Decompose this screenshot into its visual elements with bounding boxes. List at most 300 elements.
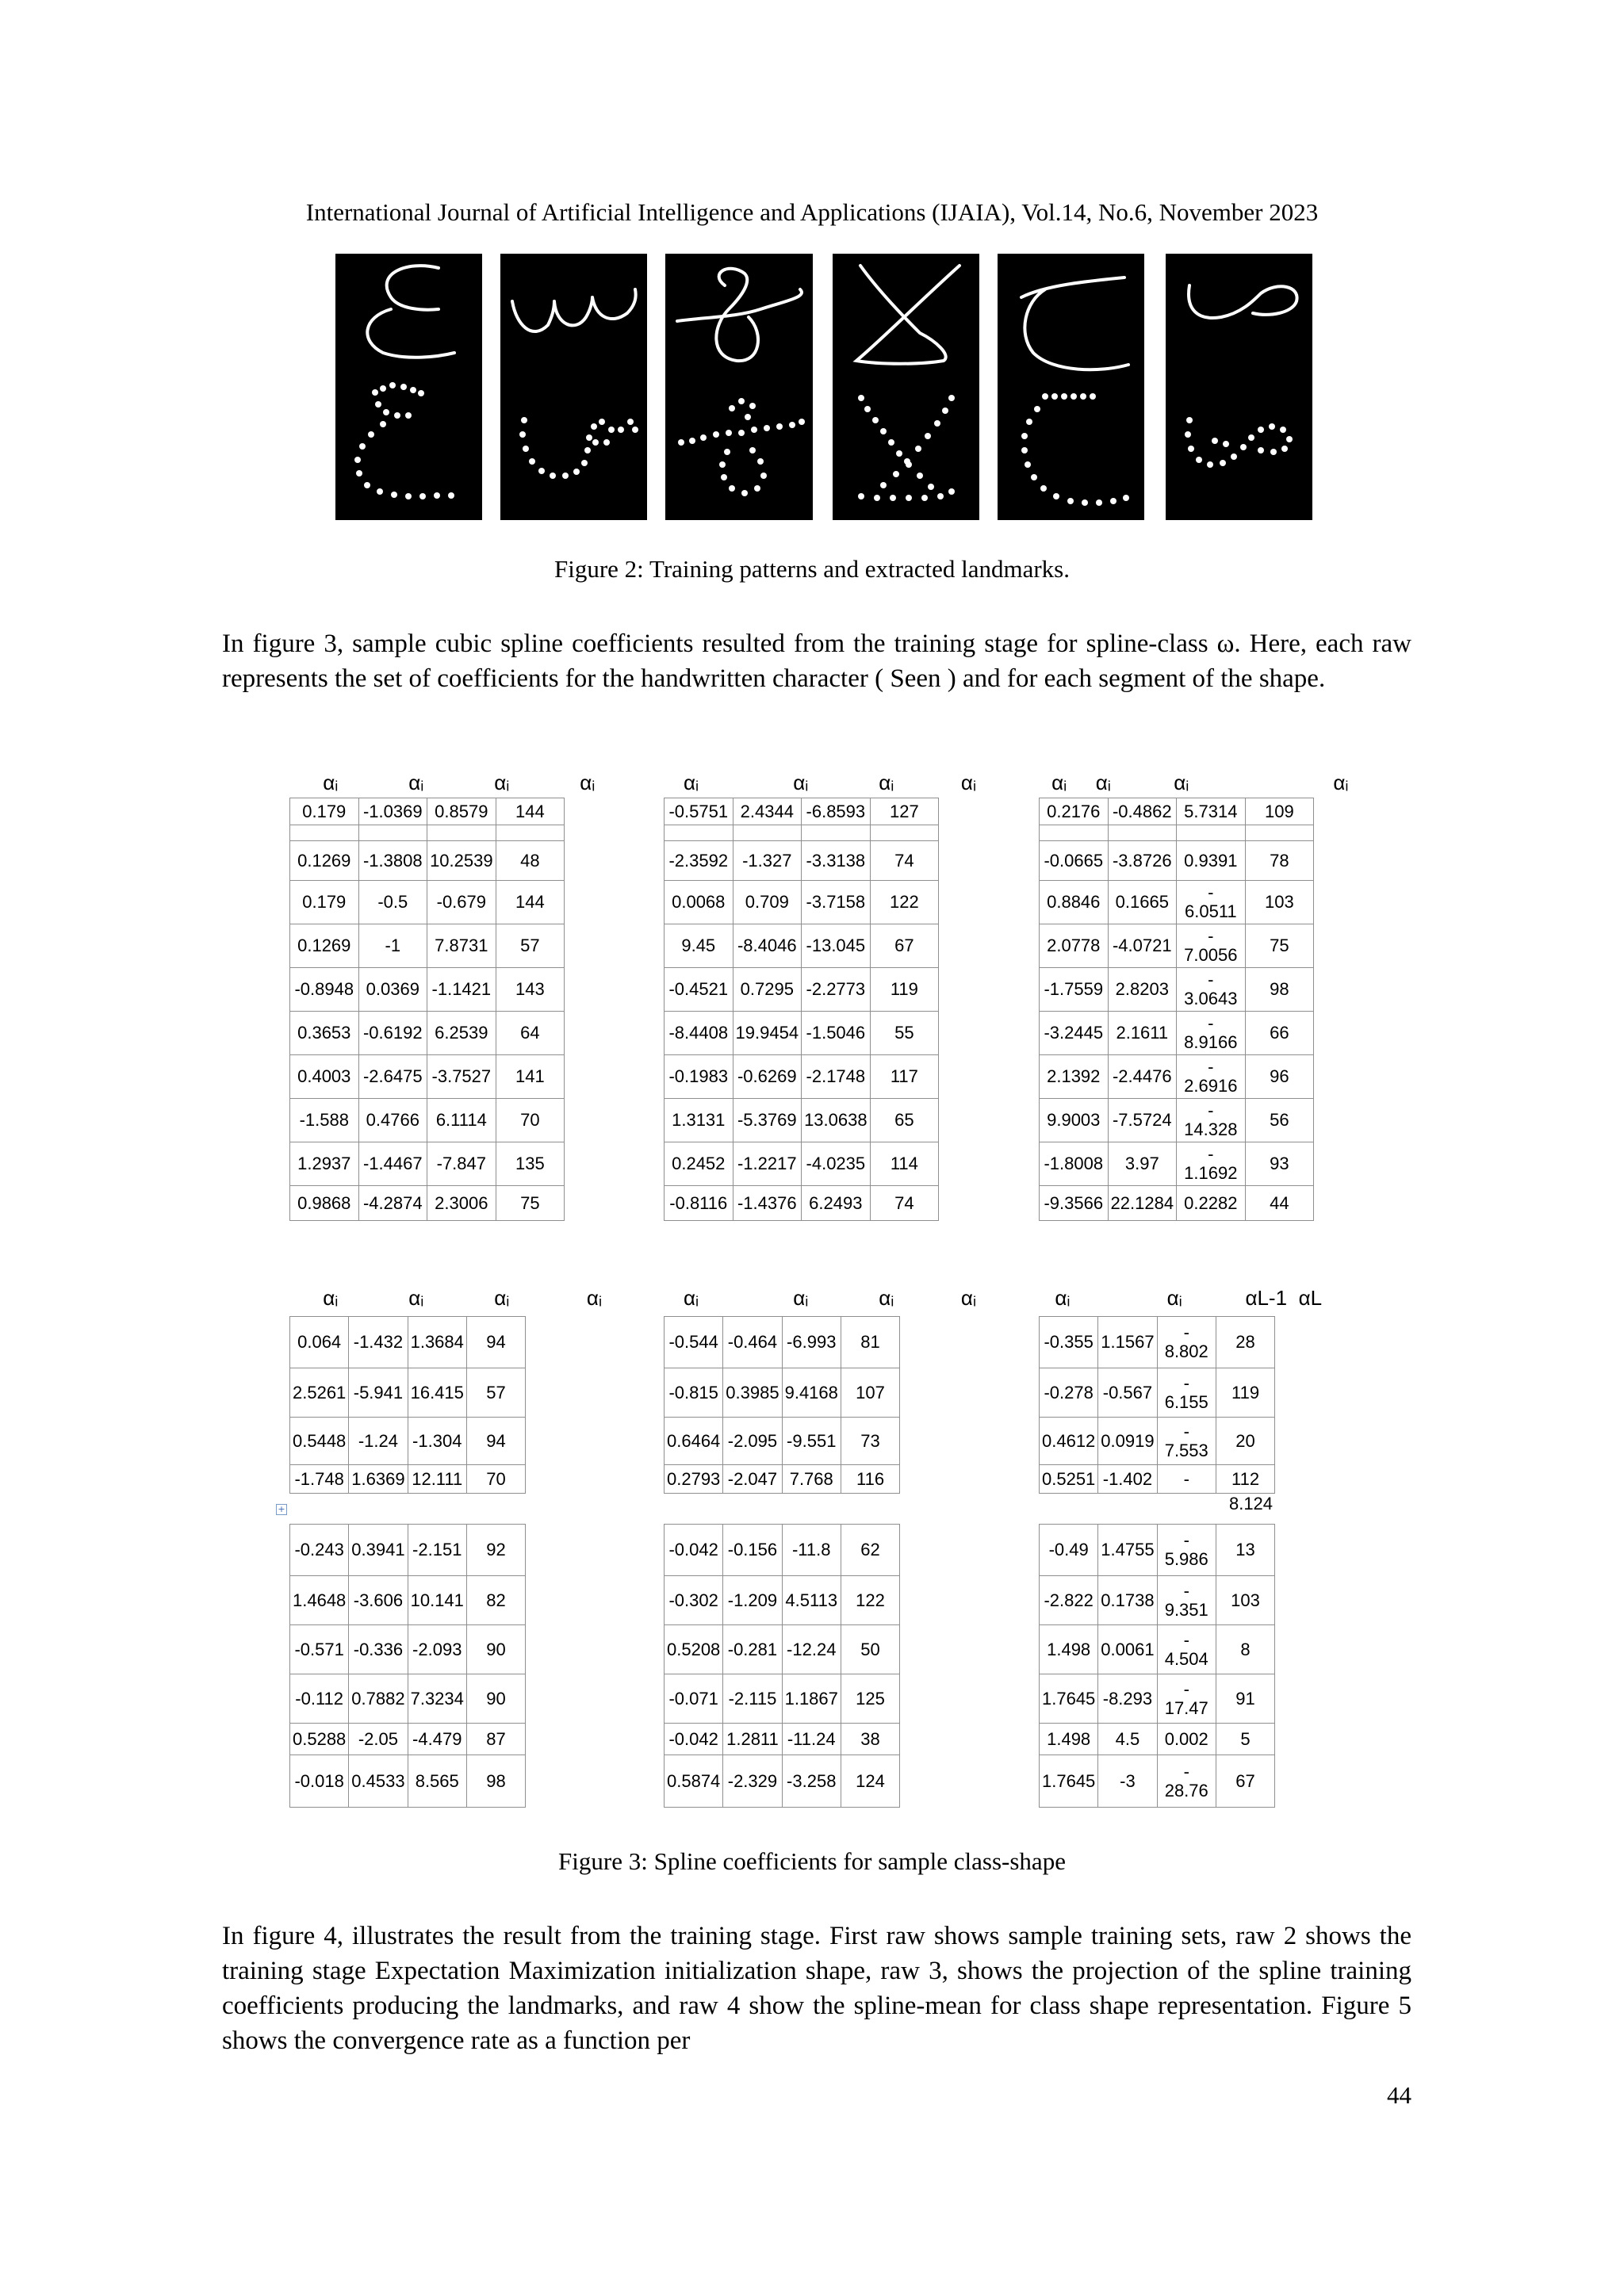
table-cell: 55	[870, 1012, 939, 1055]
alpha-i-header: αᵢ	[1174, 771, 1189, 794]
table-row	[1040, 1186, 1314, 1221]
table-cell	[358, 825, 427, 841]
table-cell: 0.1665	[1108, 881, 1177, 924]
table-cell: -11.8	[782, 1525, 841, 1576]
table-cell: 0.4766	[358, 1099, 427, 1142]
table-cell: -0.355	[1040, 1317, 1098, 1368]
table-cell	[496, 825, 565, 841]
table-cell: -0.679	[427, 881, 496, 924]
table-cell: 96	[1245, 1055, 1314, 1099]
table-cell: 2.4344	[733, 798, 802, 825]
alpha-i-header: αᵢ	[1055, 1286, 1071, 1310]
table-cell: -2.151	[408, 1525, 466, 1576]
table-row	[290, 1465, 526, 1494]
table-cell: - 6.155	[1157, 1368, 1216, 1418]
table-cell: 0.7882	[349, 1674, 408, 1724]
table-cell: 0.0369	[358, 968, 427, 1012]
table-cell: 78	[1245, 841, 1314, 881]
table-row	[290, 1625, 526, 1674]
table-cell: -0.156	[723, 1525, 782, 1576]
table-cell: 1.498	[1040, 1625, 1098, 1674]
table-cell: 122	[841, 1576, 899, 1625]
table-cell: 13	[1216, 1525, 1274, 1576]
table-cell: -1.7559	[1040, 968, 1109, 1012]
table-cell: 0.1269	[290, 841, 359, 881]
table-row	[1040, 841, 1314, 881]
table-row	[1040, 1099, 1314, 1142]
alpha-i-header: αᵢ	[494, 1286, 510, 1310]
table-cell: 0.064	[290, 1317, 349, 1368]
table-cell: 22.1284	[1108, 1186, 1177, 1221]
table-cell: 90	[466, 1674, 525, 1724]
table-row	[1040, 924, 1314, 968]
table-header-row	[289, 1284, 632, 1311]
alpha-i-header: αᵢ	[793, 1286, 809, 1310]
table-row	[665, 825, 939, 841]
table-cell: 127	[870, 798, 939, 825]
table-cell: - 2.6916	[1177, 1055, 1246, 1099]
alpha-i-header: αᵢ	[494, 771, 510, 794]
table-cell	[802, 825, 871, 841]
table-cell: 7.3234	[408, 1674, 466, 1724]
table-cell: 62	[841, 1525, 899, 1576]
table-cell: 9.9003	[1040, 1099, 1109, 1142]
table-cell: -13.045	[802, 924, 871, 968]
table-cell: 28	[1216, 1317, 1274, 1368]
table-cell: -0.336	[349, 1625, 408, 1674]
table-cell: 0.5251	[1040, 1465, 1098, 1494]
table-cell: 67	[870, 924, 939, 968]
table-cell: -2.6475	[358, 1055, 427, 1099]
table-row	[665, 881, 939, 924]
table-row	[1040, 1055, 1314, 1099]
table-cell: - 14.328	[1177, 1099, 1246, 1142]
table-row	[665, 1724, 900, 1755]
table-cell: 9.4168	[782, 1368, 841, 1418]
table-cell: 1.4648	[290, 1576, 349, 1625]
table-row	[1040, 1368, 1275, 1418]
table-row	[290, 1368, 526, 1418]
table-cell	[665, 825, 733, 841]
table-cell: 6.2493	[802, 1186, 871, 1221]
table-cell: 1.4755	[1098, 1525, 1157, 1576]
alpha-i-header: αᵢ	[408, 1286, 424, 1310]
table-cell: -0.1983	[665, 1055, 733, 1099]
table-cell: 112	[1216, 1465, 1274, 1494]
table-cell: 10.141	[408, 1576, 466, 1625]
table-header-row	[1039, 1284, 1378, 1311]
alpha-i-header: αᵢ	[683, 1286, 699, 1310]
overflow-cell-value: 8.124	[1228, 1494, 1274, 1513]
table-cell: -1.2217	[733, 1142, 802, 1186]
table-cell: 0.2282	[1177, 1186, 1246, 1221]
coeff-grid-4b	[289, 1524, 526, 1808]
table-cell: -1.3808	[358, 841, 427, 881]
glyph-lam-alef-image	[833, 254, 979, 520]
glyph-seen-image	[500, 254, 647, 520]
table-cell: -1.209	[723, 1576, 782, 1625]
alpha-i-header: αᵢ	[408, 771, 424, 794]
table-row	[665, 1418, 900, 1465]
table-row	[290, 1142, 565, 1186]
table-cell: -6.8593	[802, 798, 871, 825]
table-cell: - 3.0643	[1177, 968, 1246, 1012]
page-number: 44	[1387, 2081, 1411, 2109]
table-row	[290, 1755, 526, 1808]
table-row	[290, 1099, 565, 1142]
table-row	[665, 1576, 900, 1625]
table-cell: - 17.47	[1157, 1674, 1216, 1724]
table-cell: 114	[870, 1142, 939, 1186]
table-cell: 0.1269	[290, 924, 359, 968]
table-header-row	[1039, 769, 1378, 796]
table-cell: 67	[1216, 1755, 1274, 1808]
glyph-jeem-image	[998, 254, 1144, 520]
table-cell: 94	[466, 1317, 525, 1368]
table-header-row	[289, 769, 632, 796]
table-cell: -2.093	[408, 1625, 466, 1674]
table-cell: 143	[496, 968, 565, 1012]
table-cell: -3.2445	[1040, 1012, 1109, 1055]
coeff-grid-5b	[664, 1524, 900, 1808]
table-cell: 0.2452	[665, 1142, 733, 1186]
table-cell: -0.464	[723, 1317, 782, 1368]
table-row	[665, 1525, 900, 1576]
alpha-i-header: αᵢ	[586, 1286, 603, 1310]
table-cell: 70	[496, 1099, 565, 1142]
table-cell: 0.4003	[290, 1055, 359, 1099]
table-cell: -1.4376	[733, 1186, 802, 1221]
table-cell: 1.1567	[1098, 1317, 1157, 1368]
table-cell: 0.7295	[733, 968, 802, 1012]
table-cell: 1.2937	[290, 1142, 359, 1186]
table-cell: 1.3684	[408, 1317, 466, 1368]
table-cell: -9.3566	[1040, 1186, 1109, 1221]
table-cell: -2.4476	[1108, 1055, 1177, 1099]
table-cell	[733, 825, 802, 841]
table-cell: -0.6192	[358, 1012, 427, 1055]
table-header-row	[664, 769, 1006, 796]
table-cell: -9.551	[782, 1418, 841, 1465]
table-cell: -0.281	[723, 1625, 782, 1674]
table-row	[1040, 1724, 1275, 1755]
table-cell: -1.748	[290, 1465, 349, 1494]
table-row	[290, 881, 565, 924]
table-cell: 75	[1245, 924, 1314, 968]
table-cell: 107	[841, 1368, 899, 1418]
table-cell: 0.3941	[349, 1525, 408, 1576]
table-cell: 4.5	[1098, 1724, 1157, 1755]
table-cell: 8.565	[408, 1755, 466, 1808]
table-cell: 98	[466, 1755, 525, 1808]
table-row	[1040, 1625, 1275, 1674]
table-cell: 0.9868	[290, 1186, 359, 1221]
table-cell: 1.7645	[1040, 1755, 1098, 1808]
table-cell: 12.111	[408, 1465, 466, 1494]
table-move-handle-icon: +	[276, 1504, 287, 1515]
table-cell: 124	[841, 1755, 899, 1808]
table-cell: -2.3592	[665, 841, 733, 881]
alpha-i-header: αᵢ	[1051, 771, 1067, 794]
table-cell: 2.1611	[1108, 1012, 1177, 1055]
table-cell: 20	[1216, 1418, 1274, 1465]
table-row	[665, 1368, 900, 1418]
table-cell: -	[1157, 1465, 1216, 1494]
table-cell: 3.97	[1108, 1142, 1177, 1186]
table-cell: 2.5261	[290, 1368, 349, 1418]
coeff-grid-1	[289, 798, 565, 1221]
table-row	[665, 1012, 939, 1055]
table-cell	[1245, 825, 1314, 841]
table-cell: -0.4862	[1108, 798, 1177, 825]
table-cell: 70	[466, 1465, 525, 1494]
table-cell: 1.7645	[1040, 1674, 1098, 1724]
alpha-l-minus-1-header: αL-1	[1245, 1286, 1288, 1310]
alpha-i-header: αᵢ	[960, 1286, 977, 1310]
coeff-grid-6a	[1039, 1316, 1275, 1494]
table-cell: -1.24	[349, 1418, 408, 1465]
table-cell: -1.0369	[358, 798, 427, 825]
table-cell: 2.8203	[1108, 968, 1177, 1012]
table-cell: 0.5448	[290, 1418, 349, 1465]
table-cell: 116	[841, 1465, 899, 1494]
table-row	[665, 1142, 939, 1186]
figure-3-caption: Figure 3: Spline coefficients for sample class-shape	[558, 1847, 1066, 1875]
table-cell: 87	[466, 1724, 525, 1755]
table-cell: 0.2793	[665, 1465, 723, 1494]
table-row	[1040, 825, 1314, 841]
alpha-i-header: αᵢ	[1166, 1286, 1182, 1310]
table-cell: - 1.1692	[1177, 1142, 1246, 1186]
table-cell: 103	[1245, 881, 1314, 924]
table-cell: 135	[496, 1142, 565, 1186]
table-cell: 10.2539	[427, 841, 496, 881]
coeff-grid-2	[664, 798, 939, 1221]
table-cell: -0.815	[665, 1368, 723, 1418]
table-row	[665, 1186, 939, 1221]
table-cell: -8.4408	[665, 1012, 733, 1055]
table-row	[1040, 798, 1314, 825]
table-cell	[427, 825, 496, 841]
table-cell: 0.0919	[1098, 1418, 1157, 1465]
alpha-i-header: αᵢ	[879, 771, 894, 794]
table-row	[665, 1625, 900, 1674]
table-cell: 19.9454	[733, 1012, 802, 1055]
table-cell: -3.258	[782, 1755, 841, 1808]
table-cell: -0.071	[665, 1674, 723, 1724]
table-cell: -2.329	[723, 1755, 782, 1808]
table-row	[665, 1317, 900, 1368]
coeff-grid-6b	[1039, 1524, 1275, 1808]
table-cell: 94	[466, 1418, 525, 1465]
table-row	[290, 1317, 526, 1368]
table-cell: 1.6369	[349, 1465, 408, 1494]
table-cell: 57	[496, 924, 565, 968]
table-cell: -11.24	[782, 1724, 841, 1755]
table-cell: 0.2176	[1040, 798, 1109, 825]
glyph-loop-image	[665, 254, 813, 520]
table-cell: -1.402	[1098, 1465, 1157, 1494]
table-cell: 117	[870, 1055, 939, 1099]
table-row	[1040, 881, 1314, 924]
journal-header: International Journal of Artificial Intelligence and Applications (IJAIA), Vol.14, No.6, November 2023	[305, 198, 1319, 226]
table-cell	[1040, 825, 1109, 841]
table-cell: -0.571	[290, 1625, 349, 1674]
table-cell: -1.4467	[358, 1142, 427, 1186]
table-cell: 2.3006	[427, 1186, 496, 1221]
table-cell: 7.768	[782, 1465, 841, 1494]
table-cell	[290, 825, 359, 841]
table-row	[665, 798, 939, 825]
table-cell: -1.327	[733, 841, 802, 881]
table-row	[290, 1525, 526, 1576]
table-row	[1040, 1465, 1275, 1494]
table-cell: 73	[841, 1418, 899, 1465]
table-cell: -2.2773	[802, 968, 871, 1012]
table-cell: -7.847	[427, 1142, 496, 1186]
table-cell: -0.5	[358, 881, 427, 924]
table-cell: 74	[870, 841, 939, 881]
table-cell: -2.115	[723, 1674, 782, 1724]
table-cell: 6.2539	[427, 1012, 496, 1055]
table-cell: 1.3131	[665, 1099, 733, 1142]
table-cell: 119	[870, 968, 939, 1012]
table-cell: -2.047	[723, 1465, 782, 1494]
table-cell: 66	[1245, 1012, 1314, 1055]
table-cell: -4.2874	[358, 1186, 427, 1221]
table-cell: - 8.9166	[1177, 1012, 1246, 1055]
table-cell: 0.6464	[665, 1418, 723, 1465]
table-cell: -4.0235	[802, 1142, 871, 1186]
table-cell: 44	[1245, 1186, 1314, 1221]
table-cell: 0.4533	[349, 1755, 408, 1808]
alpha-i-header: αᵢ	[323, 771, 339, 794]
table-cell: 0.8846	[1040, 881, 1109, 924]
glyph-sad-image	[1166, 254, 1312, 520]
table-row	[1040, 1418, 1275, 1465]
table-cell: 0.4612	[1040, 1418, 1098, 1465]
alpha-i-header: αᵢ	[793, 771, 809, 794]
table-cell: - 7.553	[1157, 1418, 1216, 1465]
table-cell: 1.2811	[723, 1724, 782, 1755]
table-cell: -2.1748	[802, 1055, 871, 1099]
table-row	[1040, 1576, 1275, 1625]
table-row	[1040, 1317, 1275, 1368]
table-cell: 7.8731	[427, 924, 496, 968]
table-row	[1040, 1674, 1275, 1724]
alpha-i-header: αᵢ	[323, 1286, 339, 1310]
table-cell: 8	[1216, 1625, 1274, 1674]
table-cell: - 7.0056	[1177, 924, 1246, 968]
table-cell: - 28.76	[1157, 1755, 1216, 1808]
table-cell: 98	[1245, 968, 1314, 1012]
table-cell: 92	[466, 1525, 525, 1576]
table-row	[665, 1099, 939, 1142]
table-cell: 144	[496, 881, 565, 924]
alpha-i-header: αᵢ	[580, 771, 596, 794]
table-cell: 48	[496, 841, 565, 881]
table-cell: -0.49	[1040, 1525, 1098, 1576]
table-cell: 16.415	[408, 1368, 466, 1418]
table-cell: -0.112	[290, 1674, 349, 1724]
coeff-grid-3	[1039, 798, 1314, 1221]
table-cell: -1.588	[290, 1099, 359, 1142]
table-cell: -4.0721	[1108, 924, 1177, 968]
table-cell: -0.243	[290, 1525, 349, 1576]
table-cell: -3.3138	[802, 841, 871, 881]
table-cell: -5.941	[349, 1368, 408, 1418]
table-cell: 1.498	[1040, 1724, 1098, 1755]
table-cell: 90	[466, 1625, 525, 1674]
table-cell: 0.5874	[665, 1755, 723, 1808]
figure-2-caption: Figure 2: Training patterns and extracted landmarks.	[553, 555, 1070, 583]
table-cell: 57	[466, 1368, 525, 1418]
table-cell: -0.0665	[1040, 841, 1109, 881]
table-cell: -3.7527	[427, 1055, 496, 1099]
table-row	[665, 1055, 939, 1099]
table-cell: - 8.802	[1157, 1317, 1216, 1368]
table-cell: -1.304	[408, 1418, 466, 1465]
alpha-i-header: αᵢ	[960, 771, 977, 794]
table-cell: 122	[870, 881, 939, 924]
table-row	[290, 1418, 526, 1465]
table-cell: -1.432	[349, 1317, 408, 1368]
table-cell: -3.7158	[802, 881, 871, 924]
table-row	[290, 1576, 526, 1625]
table-row	[665, 924, 939, 968]
table-cell: 0.8579	[427, 798, 496, 825]
table-row	[290, 825, 565, 841]
table-row	[290, 1055, 565, 1099]
table-cell: -0.018	[290, 1755, 349, 1808]
table-cell: - 6.0511	[1177, 881, 1246, 924]
coeff-grid-4a	[289, 1316, 526, 1494]
table-cell: -1.1421	[427, 968, 496, 1012]
table-cell: -8.293	[1098, 1674, 1157, 1724]
table-cell: 75	[496, 1186, 565, 1221]
table-cell: -5.3769	[733, 1099, 802, 1142]
table-row	[290, 798, 565, 825]
table-cell: -2.05	[349, 1724, 408, 1755]
table-cell: 0.709	[733, 881, 802, 924]
table-cell: -0.302	[665, 1576, 723, 1625]
table-cell: 0.179	[290, 881, 359, 924]
table-cell: 109	[1245, 798, 1314, 825]
table-cell: -0.042	[665, 1525, 723, 1576]
table-cell: 93	[1245, 1142, 1314, 1186]
table-cell: - 5.986	[1157, 1525, 1216, 1576]
table-cell: - 9.351	[1157, 1576, 1216, 1625]
table-cell: -7.5724	[1108, 1099, 1177, 1142]
table-cell: 13.0638	[802, 1099, 871, 1142]
table-cell: 4.5113	[782, 1576, 841, 1625]
table-row	[665, 968, 939, 1012]
table-row	[290, 924, 565, 968]
table-cell: 5.7314	[1177, 798, 1246, 825]
table-cell: 38	[841, 1724, 899, 1755]
table-cell: 0.0068	[665, 881, 733, 924]
table-cell	[870, 825, 939, 841]
figure-2-image-strip	[335, 254, 1312, 520]
table-cell: -1	[358, 924, 427, 968]
table-cell	[1177, 825, 1246, 841]
table-header-row	[664, 1284, 1006, 1311]
table-cell: 81	[841, 1317, 899, 1368]
table-row	[665, 841, 939, 881]
table-cell: -6.993	[782, 1317, 841, 1368]
table-cell: 1.1867	[782, 1674, 841, 1724]
table-cell: -0.6269	[733, 1055, 802, 1099]
